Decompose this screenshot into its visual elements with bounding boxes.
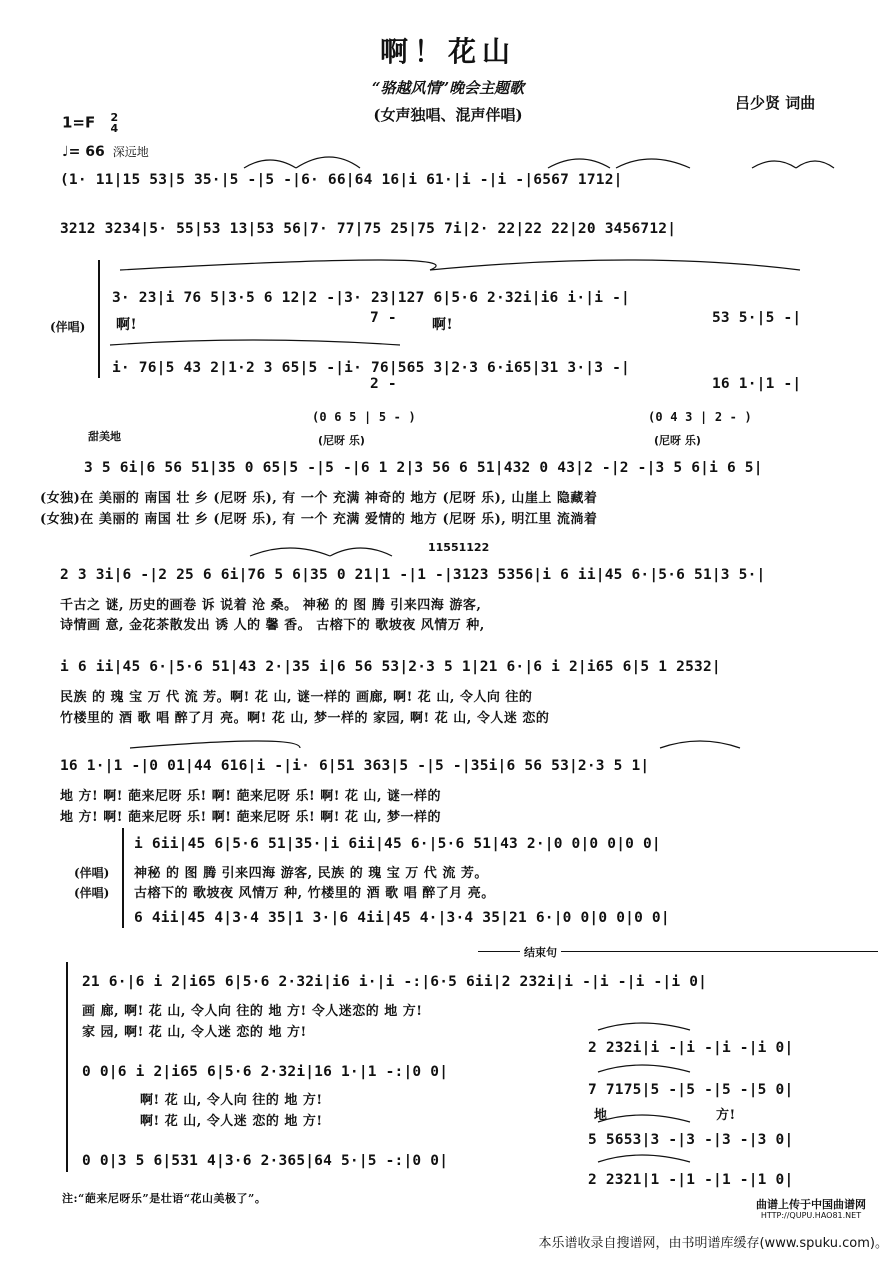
slur bbox=[244, 160, 296, 168]
slur bbox=[110, 340, 400, 345]
chorus-intro-lyric-2: 啊! bbox=[432, 317, 454, 333]
ending-alt-upper: 2 232i|i -|i -|i -|i 0| bbox=[588, 1040, 794, 1056]
chorus-intro-lower-alt: 2 - bbox=[370, 376, 397, 392]
chorus-intro-upper-alt2: 53 5·|5 -| bbox=[712, 310, 802, 326]
slur bbox=[120, 260, 436, 270]
slur bbox=[616, 159, 690, 168]
footnote: 注:“葩来尼呀乐”是壮语“花山美极了”。 bbox=[62, 1192, 267, 1205]
echo-2-lyric: (尼呀 乐) bbox=[654, 434, 701, 447]
intro-line-2: 3212 3234|5· 55|53 13|53 56|7· 77|75 25|75 7i|2· 22|22 22|20 3456712| bbox=[60, 221, 677, 237]
refrain-chorus-lyric-2: 古榕下的 歌坡夜 风情万 种, 竹楼里的 酒 歌 唱 醉了月 亮。 bbox=[134, 886, 495, 901]
ending-lyric-2: 家 园, 啊! 花 山, 令人迷 恋的 地 方! bbox=[82, 1025, 307, 1040]
verse-line-2-lyric-2: 诗情画 意, 金花茶散发出 诱 人的 馨 香。 古榕下的 歌坡夜 风情万 种, bbox=[60, 618, 485, 633]
slur bbox=[660, 741, 740, 748]
cadenza-notes: 11551122 bbox=[428, 541, 490, 554]
slur bbox=[548, 159, 610, 168]
slur bbox=[598, 1115, 690, 1122]
stamp-line-1: 曲谱上传于中国曲谱网 bbox=[756, 1198, 866, 1211]
tempo-expression: 深远地 bbox=[112, 145, 149, 159]
chorus-intro-lower: i· 76|5 43 2|1·2 3 65|5 -|i· 76|565 3|2·3 6·i65|31 3·|3 -| bbox=[112, 360, 630, 376]
verse-line-3-lyric-2: 竹楼里的 酒 歌 唱 醉了月 亮。啊! 花 山, 梦一样的 家园, 啊! 花 山, 令人迷 恋的 bbox=[60, 711, 550, 726]
refrain-chorus-label-1: (伴唱) bbox=[74, 866, 110, 880]
ending-low: 0 0|3 5 6|531 4|3·6 2·365|64 5·|5 -:|0 0| bbox=[82, 1153, 449, 1169]
echo-1: (0 6 5 | 5 - ) bbox=[312, 410, 416, 424]
song-title: 啊！花山 bbox=[379, 35, 516, 68]
slur bbox=[130, 741, 300, 748]
ending-lyric-1: 画 廊, 啊! 花 山, 令人向 往的 地 方! 令人迷恋的 地 方! bbox=[82, 1004, 423, 1019]
source-notice: 本乐谱收录自搜谱网，由书明谱库缓存(www.spuku.com)。 bbox=[538, 1236, 888, 1251]
time-denominator: 4 bbox=[110, 122, 119, 135]
ending-mid-alt-lyric-2: 方! bbox=[716, 1108, 736, 1123]
time-numerator: 2 bbox=[110, 111, 119, 124]
refrain-chorus-lower: 6 4ii|45 4|3·4 35|1 3·|6 4ii|45 4·|3·4 35|21 6·|0 0|0 0|0 0| bbox=[134, 910, 670, 926]
key-text: 1=F bbox=[62, 113, 96, 132]
song-subtitle: “骆越风情”晚会主题歌 bbox=[371, 79, 525, 97]
refrain-lyric-1: 地 方! 啊! 葩来尼呀 乐! 啊! 葩来尼呀 乐! 啊! 花 山, 谜一样的 bbox=[60, 789, 442, 804]
ending-line-1: 21 6·|6 i 2|i65 6|5·6 2·32i|i6 i·|i -:|6·5 6ii|2 232i|i -|i -|i -|i 0| bbox=[82, 974, 708, 990]
verse-line-2: 2 3 3i|6 -|2 25 6 6i|76 5 6|35 0 21|1 -|1 -|3123 5356|i 6 ii|45 6·|5·6 51|3 5·| bbox=[60, 567, 766, 583]
verse-line-1-lyric-2: (女独)在 美丽的 南国 壮 乡 (尼呀 乐), 有 一个 充满 爱情的 地方 (尼呀 乐), 明江里 流淌着 bbox=[40, 512, 598, 527]
refrain-chorus-lyric-1: 神秘 的 图 腾 引来四海 游客, 民族 的 瑰 宝 万 代 流 芳。 bbox=[134, 866, 488, 881]
verse-line-1: 3 5 6i|6 56 51|35 0 65|5 -|5 -|6 1 2|3 56 6 51|432 0 43|2 -|2 -|3 5 6|i 6 5| bbox=[84, 460, 763, 476]
slur bbox=[296, 157, 360, 168]
slur bbox=[752, 161, 796, 168]
chorus-label: (伴唱) bbox=[50, 320, 86, 334]
ending-low-alt-2: 2 2321|1 -|1 -|1 -|1 0| bbox=[588, 1172, 794, 1188]
ending-low-alt: 5 5653|3 -|3 -|3 -|3 0| bbox=[588, 1132, 794, 1148]
chorus-intro-upper-alt: 7 - bbox=[370, 310, 397, 326]
slur bbox=[598, 1023, 690, 1030]
chorus-intro-upper: 3· 23|i 76 5|3·5 6 12|2 -|3· 23|127 6|5·6 2·32i|i6 i·|i -| bbox=[112, 290, 630, 306]
refrain-chorus-label-2: (伴唱) bbox=[74, 886, 110, 900]
stamp-line-2: HTTP://QUPU.HAO81.NET bbox=[760, 1211, 862, 1220]
ending-mid-alt-lyric-1: 地 bbox=[594, 1108, 608, 1123]
refrain-line-1: 16 1·|1 -|0 01|44 616|i -|i· 6|51 363|5 -|5 -|35i|6 56 53|2·3 5 1| bbox=[60, 758, 650, 774]
chorus-intro-lower-alt2: 16 1·|1 -| bbox=[712, 376, 802, 392]
tempo-value: ♩= 66 bbox=[62, 144, 105, 160]
verse-line-1-lyric-1: (女独)在 美丽的 南国 壮 乡 (尼呀 乐), 有 一个 充满 神奇的 地方 (尼呀 乐), 山崖上 隐藏着 bbox=[40, 491, 598, 506]
slur bbox=[598, 1065, 690, 1072]
chorus-intro-lyric-1: 啊! bbox=[116, 317, 138, 333]
echo-1-lyric: (尼呀 乐) bbox=[318, 434, 365, 447]
ending-mid-lyric-1: 啊! 花 山, 令人向 往的 地 方! bbox=[140, 1093, 323, 1108]
slur bbox=[250, 548, 330, 556]
ending-label: 结束句 bbox=[520, 944, 561, 960]
ending-mid-lyric-2: 啊! 花 山, 令人迷 恋的 地 方! bbox=[140, 1114, 323, 1129]
refrain-lyric-2: 地 方! 啊! 葩来尼呀 乐! 啊! 葩来尼呀 乐! 啊! 花 山, 梦一样的 bbox=[60, 810, 442, 825]
ending-mid: 0 0|6 i 2|i65 6|5·6 2·32i|16 1·|1 -:|0 0| bbox=[82, 1064, 449, 1080]
slur bbox=[598, 1155, 690, 1162]
slur bbox=[330, 548, 392, 556]
echo-2: (0 4 3 | 2 - ) bbox=[648, 410, 752, 424]
composer-credit: 吕少贤 词曲 bbox=[735, 94, 816, 112]
intro-line-1: (1· 11|15 53|5 35·|5 -|5 -|6· 66|64 16|i 61·|i -|i -|6567 1712| bbox=[60, 172, 623, 188]
verse-line-3: i 6 ii|45 6·|5·6 51|43 2·|35 i|6 56 53|2·3 5 1|21 6·|6 i 2|i65 6|5 1 2532| bbox=[60, 659, 721, 675]
verse-line-3-lyric-1: 民族 的 瑰 宝 万 代 流 芳。啊! 花 山, 谜一样的 画廊, 啊! 花 山, 令人向 往的 bbox=[60, 690, 533, 705]
verse-expression: 甜美地 bbox=[88, 430, 121, 443]
verse-line-2-lyric-1: 千古之 谜, 历史的画卷 诉 说着 沧 桑。 神秘 的 图 腾 引来四海 游客, bbox=[60, 598, 482, 613]
ending-mid-alt: 7 7175|5 -|5 -|5 -|5 0| bbox=[588, 1082, 794, 1098]
slur bbox=[796, 161, 834, 168]
performance-note: (女声独唱、混声伴唱) bbox=[373, 106, 523, 124]
refrain-chorus-upper: i 6ii|45 6|5·6 51|35·|i 6ii|45 6·|5·6 51|43 2·|0 0|0 0|0 0| bbox=[134, 836, 661, 852]
slur bbox=[430, 260, 800, 270]
